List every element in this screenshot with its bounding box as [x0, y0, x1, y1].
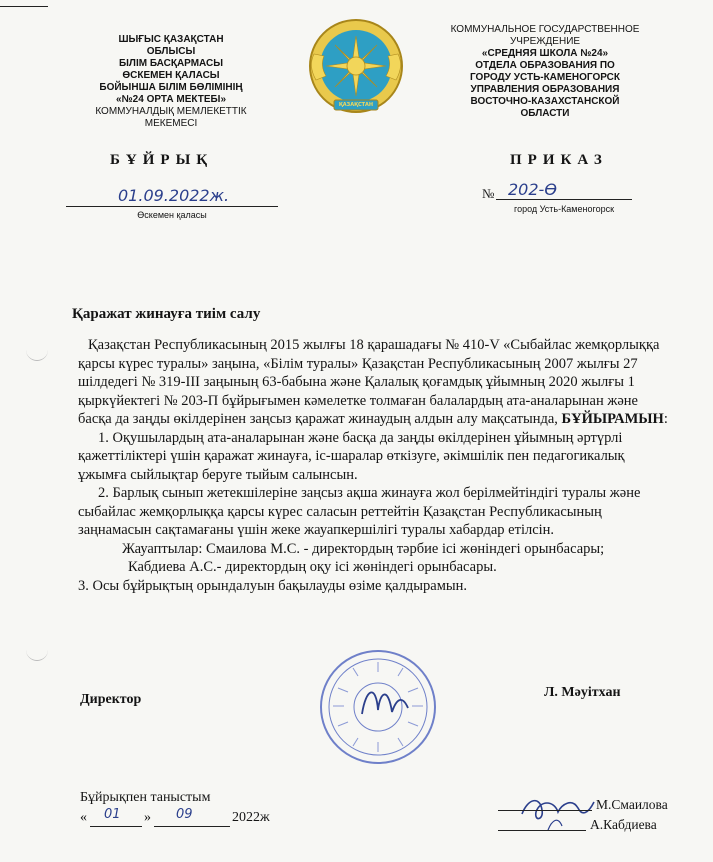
punch-hole-mark	[26, 340, 48, 361]
header-kz-line: ӨСКЕМЕН ҚАЛАСЫ	[122, 70, 220, 81]
city-ru: город Усть-Каменогорск	[513, 204, 615, 214]
state-emblem	[306, 16, 406, 116]
acquaint-day: 01	[104, 807, 121, 822]
acquaint-month: 09	[176, 807, 193, 822]
order-number-handwritten: 202-Ө	[508, 180, 557, 199]
header-kz-line: БІЛІМ БАСҚАРМАСЫ	[118, 58, 224, 69]
acquaint-name-2: А.Кабдиева	[590, 817, 657, 832]
date-underline	[66, 206, 278, 207]
responsible-2: Кабдиева А.С.- директордың оқу ісі жөніндегі орынбасары.	[128, 559, 497, 575]
header-ru-line: ВОСТОЧНО-КАЗАХСТАНСКОЙ	[470, 96, 620, 107]
item-3: 3. Осы бұйрықтың орындалуын бақылауды өзіме қалдырамын.	[78, 577, 468, 594]
acquaint-month-underline	[154, 826, 230, 827]
acquaint-open-quote: «	[80, 810, 87, 825]
acquaint-close-quote: »	[144, 810, 151, 825]
signature-line-1	[498, 810, 592, 811]
header-ru-line: ГОРОДУ УСТЬ-КАМЕНОГОРСК	[470, 72, 620, 83]
item-1: 1. Оқушылардың ата-аналарынан және басқа да заңды өкілдерінен ұйымның әртүрлі қажеттіліктері үшін қаражат жинауға, іс-шаралар өткізуге, әкімшілік пен педагогикалық ұжымға сыйлықтар беруге тыйым салынсын.	[78, 429, 625, 483]
acquaint-year: 2022ж	[232, 810, 270, 825]
title-kz: БҰЙРЫҚ	[110, 152, 214, 168]
official-stamp	[318, 648, 438, 766]
header-ru-line: «СРЕДНЯЯ ШКОЛА №24»	[481, 48, 609, 59]
header-ru	[440, 24, 650, 120]
top-edge-line	[0, 6, 48, 7]
stamp-icon	[318, 648, 438, 766]
title-ru: ПРИКАЗ	[510, 152, 608, 168]
header-kz-line: БОЙЫНША БІЛІМ БӨЛІМІНІҢ	[99, 82, 243, 93]
date-handwritten: 01.09.2022ж.	[118, 186, 230, 205]
handwritten-signature-icon	[518, 790, 598, 834]
city-kz: Өскемен қаласы	[137, 210, 207, 220]
orders-word: БҰЙЫРАМЫН	[561, 411, 664, 427]
paragraph-1: Қазақстан Республикасының 2015 жылғы 18 қарашадағы № 410-V «Сыбайлас жемқорлыққа қарсы күрес туралы» заңына, «Білім туралы» Қазақстан Республикасының 2007 жылғы 27 шілдедегі № 319-ІІІ заңының 63-бабына және Қалалық қоғамдық ұйымның 2020 жылғы 1 қыркүйектегі № 203-П бұйрығымен кәмелетке толмаған балалардың ата-аналарынан және басқа да заңды өкілдерінен заңсыз қаражат жинаудың алдын алу мақсатында, БҰЙЫРАМЫН:	[78, 337, 668, 427]
item-2: 2. Барлық сынып жетекшілеріне заңсыз ақша жинауға жол берілмейтіндігі туралы және сыбайлас жемқорлыққа қарсы күрес саласын реттейтін Қазақстан Республикасының заңнамасын сақтамағаны үшін жеке жауапкершілігі туралы хабардар етілсін.	[78, 485, 641, 538]
acquaint-date	[80, 807, 280, 830]
header-ru-line: ОБЛАСТИ	[520, 108, 570, 119]
director-name: Л. Мәуітхан	[544, 685, 621, 700]
director-label: Директор	[80, 692, 142, 707]
header-kz-line: ОБЛЫСЫ	[146, 46, 196, 57]
acquaint-day-underline	[90, 826, 142, 827]
acquaint-signatures	[498, 790, 698, 840]
header-kz	[66, 34, 276, 130]
punch-hole-mark	[26, 640, 48, 661]
order-number-underline	[496, 199, 632, 200]
header-ru-line: УПРАВЛЕНИЯ ОБРАЗОВАНИЯ	[470, 84, 620, 95]
order-subject: Қаражат жинауға тиім салу	[72, 306, 261, 322]
acquaint-label: Бұйрықпен таныстым	[80, 790, 211, 805]
header-ru-subline: УЧРЕЖДЕНИЕ	[509, 36, 581, 47]
header-ru-line: ОТДЕЛА ОБРАЗОВАНИЯ ПО	[475, 60, 615, 71]
responsible-1: Жауаптылар: Смаилова М.С. - директордың тәрбие ісі жөніндегі орынбасары;	[122, 540, 605, 557]
header-kz-line: «№24 ОРТА МЕКТЕБІ»	[115, 94, 227, 105]
paragraph-1-text: Қазақстан Республикасының 2015 жылғы 18 қарашадағы № 410-V «Сыбайлас жемқорлыққа қарсы күрес туралы» заңына, «Білім туралы» Қазақстан Республикасының 2007 жылғы 27 шілдедегі № 319-ІІІ заңының 63-бабына және Қалалық қоғамдық ұйымның 2020 жылғы 1 қыркүйектегі № 203-П бұйрығымен кәмелетке толмаған балалардың ата-аналарынан және басқа да заңды өкілдерінен заңсыз қаражат жинаудың алдын алу мақсатында,	[78, 337, 660, 427]
header-kz-subline: КОММУНАЛДЫҚ МЕМЛЕКЕТТІК	[95, 106, 247, 117]
order-body	[78, 336, 668, 595]
header-kz-line: ШЫҒЫС ҚАЗАҚСТАН	[118, 34, 224, 45]
emblem-ribbon-text: ҚАЗАҚСТАН	[338, 102, 374, 108]
acquaint-name-1: М.Смаилова	[596, 797, 668, 812]
signature-line-2	[498, 830, 586, 831]
order-number-label: №	[482, 186, 495, 201]
header-kz-subline: МЕКЕМЕСІ	[144, 118, 198, 129]
header-ru-subline: КОММУНАЛЬНОЕ ГОСУДАРСТВЕННОЕ	[450, 24, 640, 35]
